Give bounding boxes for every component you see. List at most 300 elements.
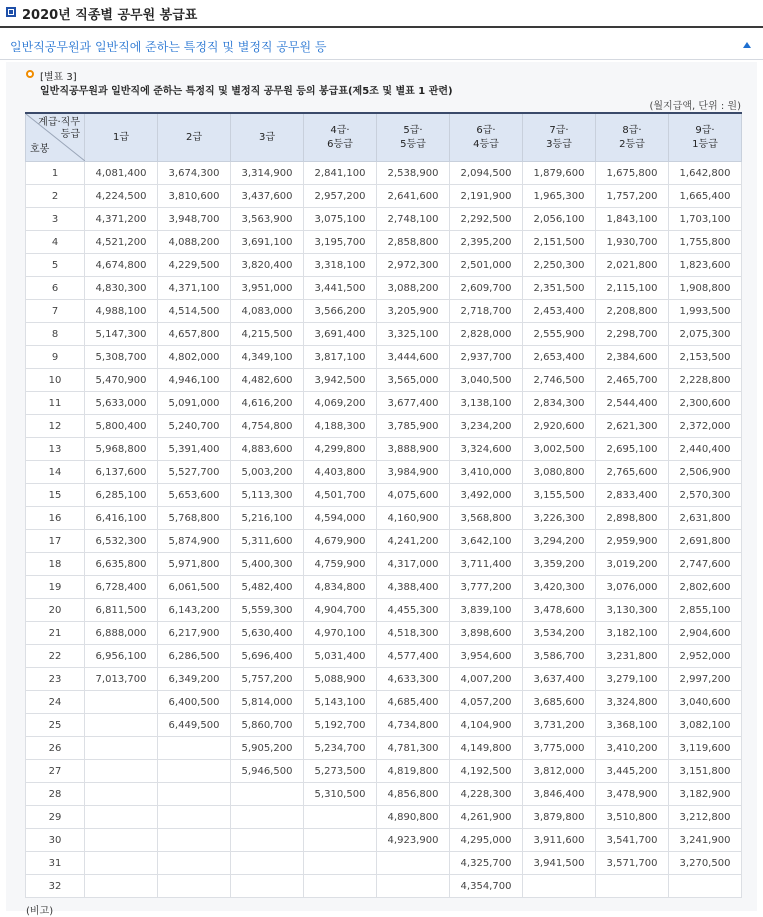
salary-cell: 2,191,900	[450, 185, 523, 208]
salary-cell: 4,633,300	[377, 668, 450, 691]
salary-cell: 4,149,800	[450, 737, 523, 760]
salary-cell: 4,455,300	[377, 599, 450, 622]
salary-cell	[85, 783, 158, 806]
salary-cell: 5,946,500	[231, 760, 304, 783]
salary-cell: 1,843,100	[596, 208, 669, 231]
salary-cell: 3,445,200	[596, 760, 669, 783]
step-cell: 21	[26, 622, 85, 645]
salary-cell: 3,231,800	[596, 645, 669, 668]
salary-cell: 1,642,800	[669, 162, 742, 185]
table-row	[26, 829, 742, 852]
salary-cell: 2,621,300	[596, 415, 669, 438]
column-header-line: 2등급	[619, 138, 645, 150]
salary-cell: 4,923,900	[377, 829, 450, 852]
salary-cell: 3,674,300	[158, 162, 231, 185]
table-row	[26, 622, 742, 645]
table-row	[26, 300, 742, 323]
salary-cell: 3,182,900	[669, 783, 742, 806]
salary-cell: 4,830,300	[85, 277, 158, 300]
salary-cell	[231, 829, 304, 852]
salary-cell: 2,828,000	[450, 323, 523, 346]
title-square-icon	[6, 7, 16, 17]
salary-cell: 4,354,700	[450, 875, 523, 898]
salary-cell: 2,351,500	[523, 277, 596, 300]
salary-cell: 3,088,200	[377, 277, 450, 300]
salary-cell: 2,021,800	[596, 254, 669, 277]
salary-cell: 3,911,600	[523, 829, 596, 852]
salary-cell: 3,691,400	[304, 323, 377, 346]
table-row	[26, 530, 742, 553]
salary-cell: 6,532,300	[85, 530, 158, 553]
salary-cell: 5,768,800	[158, 507, 231, 530]
footer-note: (비고)	[26, 906, 54, 917]
salary-cell	[85, 760, 158, 783]
salary-cell: 2,501,000	[450, 254, 523, 277]
salary-cell: 3,820,400	[231, 254, 304, 277]
salary-cell: 4,856,800	[377, 783, 450, 806]
table-row	[26, 691, 742, 714]
step-cell: 30	[26, 829, 85, 852]
corner-header-grade	[38, 117, 80, 141]
step-cell: 31	[26, 852, 85, 875]
salary-cell: 2,695,100	[596, 438, 669, 461]
salary-cell: 3,325,100	[377, 323, 450, 346]
salary-cell: 3,368,100	[596, 714, 669, 737]
step-cell: 17	[26, 530, 85, 553]
salary-cell: 4,188,300	[304, 415, 377, 438]
salary-cell: 3,279,100	[596, 668, 669, 691]
table-row	[26, 369, 742, 392]
salary-cell: 2,384,600	[596, 346, 669, 369]
step-cell: 24	[26, 691, 85, 714]
step-cell: 29	[26, 806, 85, 829]
salary-cell	[85, 875, 158, 898]
salary-cell: 7,013,700	[85, 668, 158, 691]
salary-cell: 6,217,900	[158, 622, 231, 645]
salary-cell: 4,521,200	[85, 231, 158, 254]
salary-cell: 6,137,600	[85, 461, 158, 484]
corner-header-cell	[26, 113, 85, 162]
salary-cell: 3,642,100	[450, 530, 523, 553]
salary-cell: 2,115,100	[596, 277, 669, 300]
salary-cell: 3,410,200	[596, 737, 669, 760]
table-row	[26, 185, 742, 208]
salary-cell: 2,952,000	[669, 645, 742, 668]
salary-cell: 5,527,700	[158, 461, 231, 484]
step-cell: 28	[26, 783, 85, 806]
table-row	[26, 852, 742, 875]
salary-cell: 3,571,700	[596, 852, 669, 875]
step-cell: 3	[26, 208, 85, 231]
salary-cell: 5,814,000	[231, 691, 304, 714]
salary-cell: 4,594,000	[304, 507, 377, 530]
table-row	[26, 507, 742, 530]
circle-bullet-icon	[26, 70, 34, 78]
table-row	[26, 323, 742, 346]
salary-cell	[304, 806, 377, 829]
salary-cell: 3,731,200	[523, 714, 596, 737]
salary-cell: 2,440,400	[669, 438, 742, 461]
salary-cell: 5,091,000	[158, 392, 231, 415]
salary-cell: 5,310,500	[304, 783, 377, 806]
salary-cell: 5,311,600	[231, 530, 304, 553]
salary-cell: 2,555,900	[523, 323, 596, 346]
step-cell: 6	[26, 277, 85, 300]
step-cell: 9	[26, 346, 85, 369]
salary-cell: 2,802,600	[669, 576, 742, 599]
salary-cell	[158, 737, 231, 760]
table-row	[26, 576, 742, 599]
salary-cell: 3,711,400	[450, 553, 523, 576]
salary-cell: 4,883,600	[231, 438, 304, 461]
salary-cell: 4,007,200	[450, 668, 523, 691]
salary-cell: 4,482,600	[231, 369, 304, 392]
salary-cell: 4,295,000	[450, 829, 523, 852]
salary-cell: 2,691,800	[669, 530, 742, 553]
salary-cell: 3,441,500	[304, 277, 377, 300]
salary-cell: 1,757,200	[596, 185, 669, 208]
column-header-line: 3등급	[546, 138, 572, 150]
step-cell: 23	[26, 668, 85, 691]
salary-cell: 1,993,500	[669, 300, 742, 323]
step-cell: 5	[26, 254, 85, 277]
salary-cell: 2,641,600	[377, 185, 450, 208]
salary-cell: 4,388,400	[377, 576, 450, 599]
step-cell: 16	[26, 507, 85, 530]
salary-cell: 3,948,700	[158, 208, 231, 231]
step-cell: 27	[26, 760, 85, 783]
salary-cell	[377, 875, 450, 898]
corner-grade-line2: 등급	[60, 129, 80, 140]
salary-cell: 4,088,200	[158, 231, 231, 254]
salary-cell: 3,420,300	[523, 576, 596, 599]
salary-cell: 2,075,300	[669, 323, 742, 346]
salary-cell: 4,802,000	[158, 346, 231, 369]
salary-cell	[158, 806, 231, 829]
column-header-line: 9급·	[695, 124, 715, 136]
salary-cell: 3,777,200	[450, 576, 523, 599]
column-header-1	[85, 113, 158, 162]
table-row	[26, 346, 742, 369]
salary-cell: 6,416,100	[85, 507, 158, 530]
salary-cell: 4,081,400	[85, 162, 158, 185]
salary-cell: 5,630,400	[231, 622, 304, 645]
salary-cell: 3,226,300	[523, 507, 596, 530]
salary-cell: 5,696,400	[231, 645, 304, 668]
salary-cell: 3,002,500	[523, 438, 596, 461]
salary-cell: 3,492,000	[450, 484, 523, 507]
salary-cell	[231, 875, 304, 898]
salary-cell: 4,890,800	[377, 806, 450, 829]
salary-cell: 4,403,800	[304, 461, 377, 484]
salary-cell: 3,119,600	[669, 737, 742, 760]
table-row	[26, 208, 742, 231]
salary-cell	[85, 806, 158, 829]
salary-cell: 4,075,600	[377, 484, 450, 507]
salary-cell: 4,577,400	[377, 645, 450, 668]
salary-cell: 5,003,200	[231, 461, 304, 484]
salary-cell: 3,839,100	[450, 599, 523, 622]
salary-cell: 2,653,400	[523, 346, 596, 369]
salary-cell	[85, 691, 158, 714]
salary-cell: 3,080,800	[523, 461, 596, 484]
column-header-3	[231, 113, 304, 162]
step-cell: 7	[26, 300, 85, 323]
salary-cell: 4,970,100	[304, 622, 377, 645]
salary-cell: 3,019,200	[596, 553, 669, 576]
salary-cell: 4,819,800	[377, 760, 450, 783]
salary-cell: 5,143,100	[304, 691, 377, 714]
salary-cell: 3,534,200	[523, 622, 596, 645]
column-header-line: 6등급	[327, 138, 353, 150]
salary-cell: 5,192,700	[304, 714, 377, 737]
salary-cell: 3,212,800	[669, 806, 742, 829]
salary-cell: 2,631,800	[669, 507, 742, 530]
salary-cell: 2,718,700	[450, 300, 523, 323]
salary-cell: 2,372,000	[669, 415, 742, 438]
salary-cell: 4,904,700	[304, 599, 377, 622]
salary-cell: 5,088,900	[304, 668, 377, 691]
step-cell: 20	[26, 599, 85, 622]
salary-cell: 1,823,600	[669, 254, 742, 277]
salary-cell: 3,318,100	[304, 254, 377, 277]
salary-cell: 2,153,500	[669, 346, 742, 369]
salary-cell: 3,846,400	[523, 783, 596, 806]
salary-cell: 4,514,500	[158, 300, 231, 323]
salary-cell: 6,728,400	[85, 576, 158, 599]
table-row	[26, 806, 742, 829]
salary-cell: 2,997,200	[669, 668, 742, 691]
step-cell: 15	[26, 484, 85, 507]
corner-header-step: 호봉	[30, 144, 50, 155]
column-header-9	[669, 113, 742, 162]
salary-cell: 3,040,600	[669, 691, 742, 714]
step-cell: 8	[26, 323, 85, 346]
column-header-line: 2급	[185, 131, 203, 143]
salary-cell: 4,501,700	[304, 484, 377, 507]
salary-cell: 1,879,600	[523, 162, 596, 185]
salary-cell: 5,757,200	[231, 668, 304, 691]
salary-cell: 4,317,000	[377, 553, 450, 576]
unit-note: (월지급액, 단위 : 원)	[649, 101, 741, 112]
salary-cell: 1,755,800	[669, 231, 742, 254]
salary-cell: 5,273,500	[304, 760, 377, 783]
salary-cell: 3,359,200	[523, 553, 596, 576]
salary-cell: 2,937,700	[450, 346, 523, 369]
table-row	[26, 438, 742, 461]
salary-cell: 3,040,500	[450, 369, 523, 392]
step-cell: 4	[26, 231, 85, 254]
salary-cell: 6,286,500	[158, 645, 231, 668]
column-header-line: 5급·	[403, 124, 423, 136]
step-cell: 13	[26, 438, 85, 461]
step-cell: 12	[26, 415, 85, 438]
salary-cell: 3,691,100	[231, 231, 304, 254]
salary-cell: 4,834,800	[304, 576, 377, 599]
salary-cell: 3,954,600	[450, 645, 523, 668]
salary-cell: 5,147,300	[85, 323, 158, 346]
salary-cell: 2,300,600	[669, 392, 742, 415]
salary-cell: 1,965,300	[523, 185, 596, 208]
salary-cell: 4,685,400	[377, 691, 450, 714]
salary-cell: 3,478,900	[596, 783, 669, 806]
column-header-line: 8급·	[622, 124, 642, 136]
salary-cell: 1,908,800	[669, 277, 742, 300]
salary-cell: 3,984,900	[377, 461, 450, 484]
salary-cell: 4,674,800	[85, 254, 158, 277]
salary-cell	[304, 829, 377, 852]
salary-cell: 4,160,900	[377, 507, 450, 530]
salary-cell: 4,229,500	[158, 254, 231, 277]
salary-cell: 3,324,600	[450, 438, 523, 461]
salary-cell: 2,972,300	[377, 254, 450, 277]
salary-cell: 5,031,400	[304, 645, 377, 668]
salary-cell: 3,324,800	[596, 691, 669, 714]
salary-cell: 2,855,100	[669, 599, 742, 622]
salary-cell: 6,888,000	[85, 622, 158, 645]
salary-cell: 3,155,500	[523, 484, 596, 507]
salary-cell	[158, 875, 231, 898]
salary-cell: 5,800,400	[85, 415, 158, 438]
salary-cell: 2,747,600	[669, 553, 742, 576]
table-row	[26, 254, 742, 277]
salary-cell: 3,478,600	[523, 599, 596, 622]
salary-cell: 3,294,200	[523, 530, 596, 553]
column-header-6	[450, 113, 523, 162]
section-accordion-header[interactable]	[0, 30, 763, 60]
step-cell: 25	[26, 714, 85, 737]
salary-cell	[158, 760, 231, 783]
salary-cell: 2,395,200	[450, 231, 523, 254]
salary-cell: 2,957,200	[304, 185, 377, 208]
salary-cell: 2,298,700	[596, 323, 669, 346]
salary-cell: 3,898,600	[450, 622, 523, 645]
salary-cell: 5,113,300	[231, 484, 304, 507]
salary-cell: 3,942,500	[304, 369, 377, 392]
salary-cell: 3,785,900	[377, 415, 450, 438]
column-header-line: 1급	[112, 131, 130, 143]
salary-cell: 3,130,300	[596, 599, 669, 622]
salary-cell: 3,879,800	[523, 806, 596, 829]
salary-cell	[304, 875, 377, 898]
column-header-2	[158, 113, 231, 162]
table-row	[26, 392, 742, 415]
section-title[interactable]: 일반직공무원과 일반직에 준하는 특정직 및 별정직 공무원 등	[10, 40, 327, 54]
salary-cell: 3,685,600	[523, 691, 596, 714]
salary-cell: 3,410,000	[450, 461, 523, 484]
column-header-line: 3급	[258, 131, 276, 143]
salary-cell: 6,143,200	[158, 599, 231, 622]
column-header-line: 1등급	[692, 138, 718, 150]
salary-cell	[377, 852, 450, 875]
step-cell: 18	[26, 553, 85, 576]
salary-cell: 4,679,900	[304, 530, 377, 553]
salary-cell: 6,956,100	[85, 645, 158, 668]
step-cell: 26	[26, 737, 85, 760]
salary-cell: 3,563,900	[231, 208, 304, 231]
salary-cell: 3,205,900	[377, 300, 450, 323]
salary-cell: 2,056,100	[523, 208, 596, 231]
salary-cell: 4,104,900	[450, 714, 523, 737]
salary-cell: 6,635,800	[85, 553, 158, 576]
salary-cell: 2,250,300	[523, 254, 596, 277]
salary-cell: 4,192,500	[450, 760, 523, 783]
salary-cell: 5,874,900	[158, 530, 231, 553]
salary-cell	[596, 875, 669, 898]
salary-cell: 2,208,800	[596, 300, 669, 323]
salary-cell: 3,586,700	[523, 645, 596, 668]
salary-cell: 6,449,500	[158, 714, 231, 737]
table-row	[26, 760, 742, 783]
salary-cell: 4,224,500	[85, 185, 158, 208]
salary-cell: 3,151,800	[669, 760, 742, 783]
salary-cell: 4,261,900	[450, 806, 523, 829]
salary-cell: 4,657,800	[158, 323, 231, 346]
table-row	[26, 668, 742, 691]
pay-table	[25, 112, 742, 898]
salary-cell: 2,834,300	[523, 392, 596, 415]
salary-cell: 3,810,600	[158, 185, 231, 208]
salary-cell: 5,308,700	[85, 346, 158, 369]
salary-cell: 3,812,000	[523, 760, 596, 783]
salary-cell: 3,241,900	[669, 829, 742, 852]
salary-cell	[158, 829, 231, 852]
salary-cell: 5,391,400	[158, 438, 231, 461]
salary-cell: 2,609,700	[450, 277, 523, 300]
salary-cell: 3,888,900	[377, 438, 450, 461]
step-cell: 2	[26, 185, 85, 208]
salary-cell: 3,138,100	[450, 392, 523, 415]
salary-cell: 5,653,600	[158, 484, 231, 507]
salary-cell: 3,541,700	[596, 829, 669, 852]
step-cell: 1	[26, 162, 85, 185]
salary-cell: 3,941,500	[523, 852, 596, 875]
salary-cell: 2,544,400	[596, 392, 669, 415]
table-row	[26, 645, 742, 668]
page-title-bar	[0, 0, 763, 28]
step-cell: 11	[26, 392, 85, 415]
salary-cell: 5,240,700	[158, 415, 231, 438]
salary-cell: 2,570,300	[669, 484, 742, 507]
salary-cell: 4,215,500	[231, 323, 304, 346]
table-row	[26, 484, 742, 507]
salary-cell: 5,234,700	[304, 737, 377, 760]
salary-cell: 4,946,100	[158, 369, 231, 392]
salary-cell: 5,559,300	[231, 599, 304, 622]
salary-cell: 3,082,100	[669, 714, 742, 737]
collapse-caret-icon[interactable]	[743, 42, 751, 48]
salary-cell: 3,234,200	[450, 415, 523, 438]
table-row	[26, 737, 742, 760]
salary-cell: 3,437,600	[231, 185, 304, 208]
salary-cell: 4,299,800	[304, 438, 377, 461]
salary-cell: 2,292,500	[450, 208, 523, 231]
salary-cell: 4,057,200	[450, 691, 523, 714]
salary-cell: 6,349,200	[158, 668, 231, 691]
salary-cell: 3,510,800	[596, 806, 669, 829]
salary-cell: 4,754,800	[231, 415, 304, 438]
salary-cell: 1,703,100	[669, 208, 742, 231]
salary-cell: 6,811,500	[85, 599, 158, 622]
salary-cell: 4,325,700	[450, 852, 523, 875]
salary-cell: 5,633,000	[85, 392, 158, 415]
salary-cell: 2,765,600	[596, 461, 669, 484]
salary-cell: 3,566,200	[304, 300, 377, 323]
salary-cell: 5,968,800	[85, 438, 158, 461]
salary-cell	[85, 714, 158, 737]
salary-cell: 4,759,900	[304, 553, 377, 576]
annex-label: [별표 3]	[40, 72, 77, 83]
